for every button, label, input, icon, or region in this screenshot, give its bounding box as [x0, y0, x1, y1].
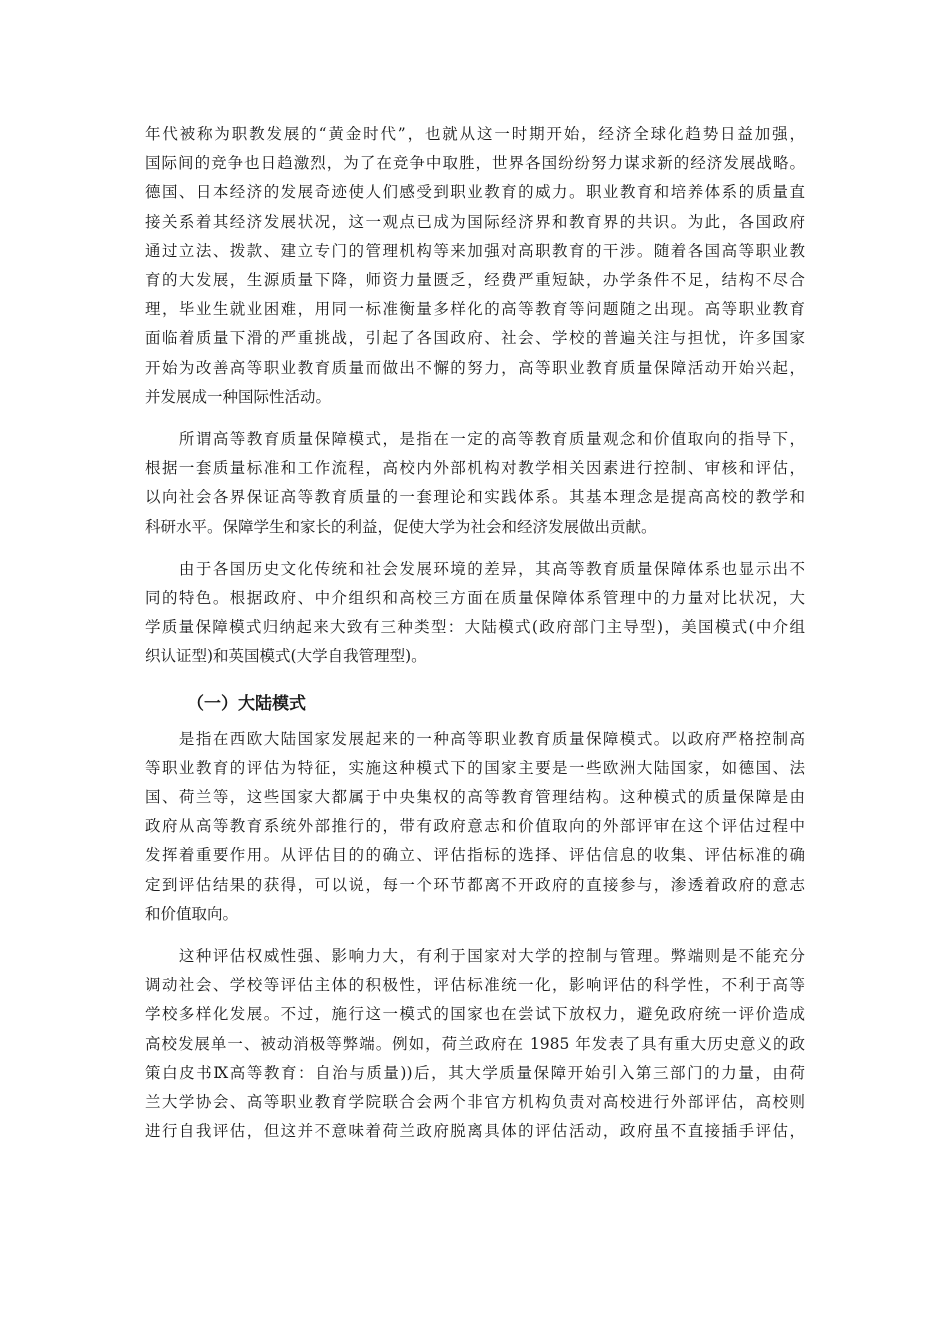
text-line: 学质量保障模式归纳起来大致有三种类型：大陆模式(政府部门主导型)，美国模式(中介组: [145, 618, 805, 637]
text-line: 通过立法、拨款、建立专门的管理机构等来加强对高职教育的干涉。随着各国高等职业教: [145, 241, 805, 260]
text-line: 由于各国历史文化传统和社会发展环境的差异，其高等教育质量保障体系也显示出不: [145, 559, 805, 578]
paragraph: [145, 725, 805, 929]
section-heading: （一）大陆模式: [187, 693, 306, 714]
text-line: 接关系着其经济发展状况，这一观点已成为国际经济界和教育界的共识。为此，各国政府: [145, 212, 805, 231]
text-line: 同的特色。根据政府、中介组织和高校三方面在质量保障体系管理中的力量对比状况，大: [145, 589, 805, 608]
text-line: 育的大发展，生源质量下降，师资力量匮乏，经费严重短缺，办学条件不足，结构不尽合: [145, 271, 805, 290]
text-line: 策白皮书Ⅸ高等教育：自治与质量))后，其大学质量保障开始引入第三部门的力量，由荷: [145, 1063, 805, 1082]
text-line: 发挥着重要作用。从评估目的的确立、评估指标的选择、评估信息的收集、评估标准的确: [145, 846, 805, 865]
text-line: 年代被称为职教发展的“黄金时代”，也就从这一时期开始，经济全球化趋势日益加强，: [145, 125, 805, 143]
text-line: 以向社会各界保证高等教育质量的一套理论和实践体系。其基本理念是提高高校的教学和: [145, 488, 805, 507]
paragraph: [145, 555, 805, 672]
text-line: 科研水平。保障学生和家长的利益，促使大学为社会和经济发展做出贡献。: [145, 517, 657, 536]
text-line: 织认证型)和英国模式(大学自我管理型)。: [145, 647, 427, 666]
text-line: 定到评估结果的获得，可以说，每一个环节都离不开政府的直接参与，渗透着政府的意志: [145, 875, 805, 894]
document-body: [145, 120, 805, 1147]
text-line: 开始为改善高等职业教育质量而做出不懈的努力，高等职业教育质量保障活动开始兴起，: [145, 358, 805, 377]
text-line: 根据一套质量标准和工作流程，高校内外部机构对教学相关因素进行控制、审核和评估，: [145, 459, 805, 478]
text-line: 学校多样化发展。不过，施行这一模式的国家也在尝试下放权力，避免政府统一评价造成: [145, 1005, 805, 1024]
text-line: 理，毕业生就业困难，用同一标准衡量多样化的高等教育等问题随之出现。高等职业教育: [145, 300, 805, 319]
text-line: 等职业教育的评估为特征，实施这种模式下的国家主要是一些欧洲大陆国家，如德国、法: [145, 758, 805, 777]
paragraph: [145, 425, 805, 542]
paragraph: [145, 120, 805, 412]
text-line: 政府从高等教育系统外部推行的，带有政府意志和价值取向的外部评审在这个评估过程中: [145, 817, 805, 836]
text-line: 德国、日本经济的发展奇迹使人们感受到职业教育的威力。职业教育和培养体系的质量直: [145, 183, 805, 202]
text-line: 高校发展单一、被动消极等弊端。例如，荷兰政府在 1985 年发表了具有重大历史意义的政: [145, 1034, 805, 1053]
text-line: 国、荷兰等，这些国家大都属于中央集权的高等教育管理结构。这种模式的质量保障是由: [145, 788, 805, 807]
paragraph: [145, 942, 805, 1146]
text-line: 这种评估权威性强、影响力大，有利于国家对大学的控制与管理。弊端则是不能充分: [145, 947, 805, 966]
text-line: 是指在西欧大陆国家发展起来的一种高等职业教育质量保障模式。以政府严格控制高: [145, 729, 805, 748]
text-line: 和价值取向。: [145, 904, 239, 923]
text-line: 进行自我评估，但这并不意味着荷兰政府脱离具体的评估活动，政府虽不直接插手评估，: [145, 1122, 805, 1141]
text-line: 所谓高等教育质量保障模式，是指在一定的高等教育质量观念和价值取向的指导下，: [145, 430, 805, 449]
text-line: 调动社会、学校等评估主体的积极性，评估标准统一化，影响评估的科学性，不利于高等: [145, 976, 805, 995]
text-line: 兰大学协会、高等职业教育学院联合会两个非官方机构负责对高校进行外部评估，高校则: [145, 1093, 805, 1112]
text-line: 面临着质量下滑的严重挑战，引起了各国政府、社会、学校的普遍关注与担忧，许多国家: [145, 329, 805, 348]
text-line: 并发展成一种国际性活动。: [145, 387, 332, 406]
text-line: 国际间的竞争也日趋激烈，为了在竞争中取胜，世界各国纷纷努力谋求新的经济发展战略。: [145, 154, 805, 173]
